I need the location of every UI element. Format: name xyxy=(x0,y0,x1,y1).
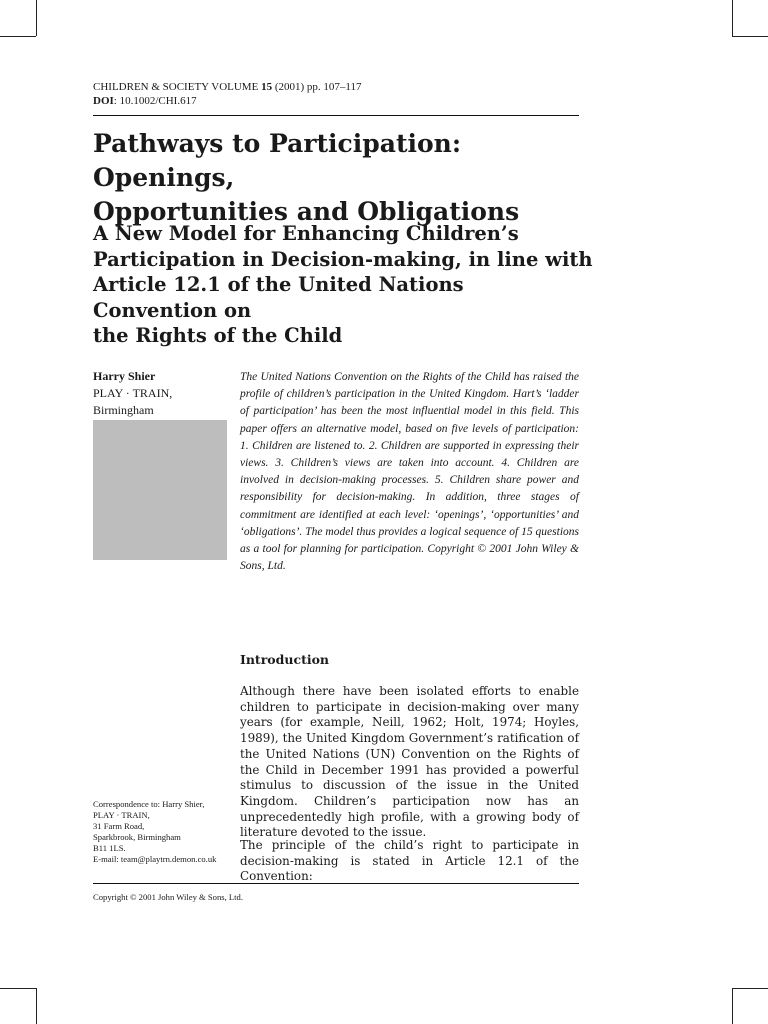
crop-mark-bottom-left-vertical xyxy=(36,988,37,1024)
crop-mark-bottom-right-horizontal xyxy=(732,988,768,989)
correspondence-block: Correspondence to: Harry Shier, PLAY · TRAIN, 31 Farm Road, Sparkbrook, Birmingham B11 1LS. E-mail: team@playtrn.demon.co.uk xyxy=(93,799,233,865)
author-name: Harry Shier xyxy=(93,369,156,383)
intro-paragraph-2: The principle of the child’s right to participate in decision-making is stated in Article 12.1 of the Convention: xyxy=(240,838,579,884)
author-org: PLAY · TRAIN, xyxy=(93,386,173,400)
author-block xyxy=(93,368,233,419)
footer-rule xyxy=(93,883,579,884)
section-heading-introduction: Introduction xyxy=(240,652,330,667)
journal-header xyxy=(93,80,653,108)
crop-mark-top-right-horizontal xyxy=(732,36,768,37)
crop-mark-top-right-vertical xyxy=(732,0,733,36)
abstract: The United Nations Convention on the Rights of the Child has raised the profile of children’s participation in the United Kingdom. Hart’s ‘ladder of participation’ has been the most influential model in this field. This paper offers an alternative model, based on five levels of participation: 1. Children are listened to. 2. Children are supported in expressing their views. 3. Children’s views are taken into account. 4. Children are involved in decision-making processes. 5. Children share power and responsibility for decision-making. In addition, three stages of commitment are identified at each level: ‘openings’, ‘opportunities’ and ‘obligations’. The model thus provides a logical sequence of 15 questions as a tool for planning for participation. Copyright © 2001 John Wiley & Sons, Ltd. xyxy=(240,371,579,573)
crop-mark-bottom-left-horizontal xyxy=(0,988,36,989)
crop-mark-bottom-right-vertical xyxy=(732,988,733,1024)
journal-volume: 15 xyxy=(261,81,273,93)
correspondence-email: E-mail: team@playtrn.demon.co.uk xyxy=(93,854,217,864)
author-city: Birmingham xyxy=(93,403,154,417)
author-photo-placeholder xyxy=(93,420,227,560)
doi-label: DOI xyxy=(93,95,114,107)
footer-copyright: Copyright © 2001 John Wiley & Sons, Ltd. xyxy=(93,892,243,902)
doi-line xyxy=(93,94,653,108)
journal-citation: CHILDREN & SOCIETY VOLUME 15 (2001) pp. 107–117 xyxy=(93,81,362,93)
article-subtitle: A New Model for Enhancing Children’s Participation in Decision-making, in line with Article 12.1 of the United Nations Convention on the Rights of the Child xyxy=(93,222,593,347)
header-rule xyxy=(93,115,579,116)
crop-mark-top-left-horizontal xyxy=(0,36,36,37)
article-title: Pathways to Participation: Openings, Opportunities and Obligations xyxy=(93,129,520,226)
crop-mark-top-left-vertical xyxy=(36,0,37,36)
intro-paragraph-1: Although there have been isolated efforts to enable children to participate in decision-making over many years (for example, Neill, 1962; Holt, 1974; Hoyles, 1989), the United Kingdom Government’s ratification of the United Nations (UN) Convention on the Rights of the Child in December 1991 has provided a powerful stimulus to discussion of the issue in the United Kingdom. Children’s participation now has an unprecedentedly high profile, with a growing body of literature devoted to the issue. xyxy=(240,684,579,840)
doi-value: : 10.1002/CHI.617 xyxy=(113,95,197,107)
